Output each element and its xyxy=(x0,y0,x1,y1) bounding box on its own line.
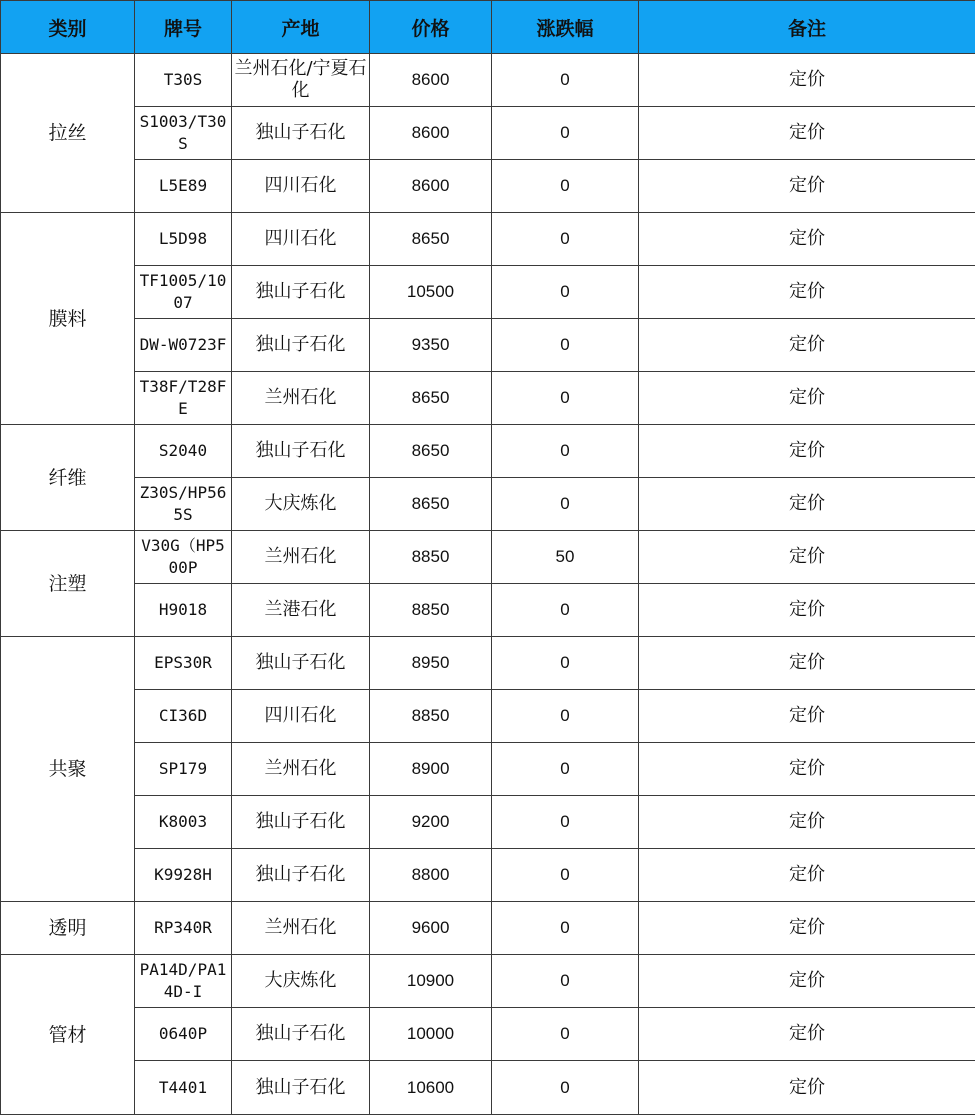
change-cell: 0 xyxy=(492,425,639,478)
origin-cell: 兰州石化 xyxy=(232,531,370,584)
origin-cell: 兰州石化 xyxy=(232,372,370,425)
price-cell: 10600 xyxy=(370,1061,492,1115)
table-row xyxy=(1,637,975,690)
category-cell: 共聚 xyxy=(1,637,135,902)
change-cell: 0 xyxy=(492,1008,639,1061)
table-row xyxy=(1,266,975,319)
price-cell: 8600 xyxy=(370,160,492,213)
note-cell: 定价 xyxy=(639,531,975,584)
note-cell: 定价 xyxy=(639,478,975,531)
table-row xyxy=(1,425,975,478)
brand-cell: TF1005/1007 xyxy=(135,266,232,319)
header-brand: 牌号 xyxy=(135,1,232,54)
note-cell: 定价 xyxy=(639,1008,975,1061)
header-price: 价格 xyxy=(370,1,492,54)
change-cell: 0 xyxy=(492,319,639,372)
brand-cell: S2040 xyxy=(135,425,232,478)
note-cell: 定价 xyxy=(639,372,975,425)
table-row xyxy=(1,319,975,372)
brand-cell: K9928H xyxy=(135,849,232,902)
brand-cell: V30G（HP500P xyxy=(135,531,232,584)
brand-cell: Z30S/HP565S xyxy=(135,478,232,531)
brand-cell: H9018 xyxy=(135,584,232,637)
table-row xyxy=(1,1008,975,1061)
header-row xyxy=(1,1,975,54)
header-note: 备注 xyxy=(639,1,975,54)
origin-cell: 独山子石化 xyxy=(232,266,370,319)
origin-cell: 独山子石化 xyxy=(232,319,370,372)
origin-cell: 四川石化 xyxy=(232,213,370,266)
change-cell: 0 xyxy=(492,213,639,266)
category-cell: 拉丝 xyxy=(1,54,135,213)
note-cell: 定价 xyxy=(639,584,975,637)
price-cell: 10900 xyxy=(370,955,492,1008)
price-cell: 9200 xyxy=(370,796,492,849)
change-cell: 0 xyxy=(492,796,639,849)
table-row xyxy=(1,213,975,266)
header-change: 涨跌幅 xyxy=(492,1,639,54)
origin-cell: 大庆炼化 xyxy=(232,955,370,1008)
origin-cell: 独山子石化 xyxy=(232,1061,370,1115)
origin-cell: 大庆炼化 xyxy=(232,478,370,531)
table-row xyxy=(1,478,975,531)
price-cell: 10000 xyxy=(370,1008,492,1061)
category-cell: 注塑 xyxy=(1,531,135,637)
table-row xyxy=(1,902,975,955)
origin-cell: 独山子石化 xyxy=(232,796,370,849)
brand-cell: CI36D xyxy=(135,690,232,743)
price-cell: 9350 xyxy=(370,319,492,372)
note-cell: 定价 xyxy=(639,955,975,1008)
brand-cell: L5E89 xyxy=(135,160,232,213)
note-cell: 定价 xyxy=(639,54,975,107)
price-cell: 8650 xyxy=(370,425,492,478)
change-cell: 0 xyxy=(492,372,639,425)
table-row xyxy=(1,849,975,902)
brand-cell: T30S xyxy=(135,54,232,107)
origin-cell: 兰州石化 xyxy=(232,743,370,796)
note-cell: 定价 xyxy=(639,849,975,902)
category-cell: 管材 xyxy=(1,955,135,1115)
note-cell: 定价 xyxy=(639,637,975,690)
origin-cell: 独山子石化 xyxy=(232,849,370,902)
brand-cell: T4401 xyxy=(135,1061,232,1115)
price-cell: 8850 xyxy=(370,690,492,743)
price-cell: 8650 xyxy=(370,213,492,266)
table-row xyxy=(1,160,975,213)
table-row xyxy=(1,531,975,584)
change-cell: 0 xyxy=(492,107,639,160)
change-cell: 0 xyxy=(492,690,639,743)
origin-cell: 四川石化 xyxy=(232,160,370,213)
table-row xyxy=(1,54,975,107)
table-row xyxy=(1,743,975,796)
change-cell: 0 xyxy=(492,478,639,531)
change-cell: 50 xyxy=(492,531,639,584)
origin-cell: 兰港石化 xyxy=(232,584,370,637)
change-cell: 0 xyxy=(492,266,639,319)
table-row xyxy=(1,372,975,425)
brand-cell: PA14D/PA14D-I xyxy=(135,955,232,1008)
category-cell: 膜料 xyxy=(1,213,135,425)
table-row xyxy=(1,1061,975,1115)
note-cell: 定价 xyxy=(639,743,975,796)
header-category: 类别 xyxy=(1,1,135,54)
price-cell: 8800 xyxy=(370,849,492,902)
origin-cell: 独山子石化 xyxy=(232,1008,370,1061)
brand-cell: 0640P xyxy=(135,1008,232,1061)
note-cell: 定价 xyxy=(639,319,975,372)
price-cell: 8650 xyxy=(370,372,492,425)
change-cell: 0 xyxy=(492,902,639,955)
origin-cell: 兰州石化 xyxy=(232,902,370,955)
change-cell: 0 xyxy=(492,955,639,1008)
note-cell: 定价 xyxy=(639,425,975,478)
price-cell: 8850 xyxy=(370,531,492,584)
origin-cell: 四川石化 xyxy=(232,690,370,743)
price-cell: 8650 xyxy=(370,478,492,531)
price-cell: 9600 xyxy=(370,902,492,955)
change-cell: 0 xyxy=(492,54,639,107)
table-row xyxy=(1,690,975,743)
origin-cell: 独山子石化 xyxy=(232,425,370,478)
category-cell: 纤维 xyxy=(1,425,135,531)
brand-cell: L5D98 xyxy=(135,213,232,266)
note-cell: 定价 xyxy=(639,902,975,955)
category-cell: 透明 xyxy=(1,902,135,955)
header-origin: 产地 xyxy=(232,1,370,54)
note-cell: 定价 xyxy=(639,266,975,319)
table-row xyxy=(1,107,975,160)
price-cell: 8600 xyxy=(370,107,492,160)
price-cell: 8850 xyxy=(370,584,492,637)
note-cell: 定价 xyxy=(639,107,975,160)
brand-cell: SP179 xyxy=(135,743,232,796)
price-cell: 10500 xyxy=(370,266,492,319)
origin-cell: 独山子石化 xyxy=(232,107,370,160)
price-cell: 8900 xyxy=(370,743,492,796)
change-cell: 0 xyxy=(492,584,639,637)
brand-cell: S1003/T30S xyxy=(135,107,232,160)
brand-cell: K8003 xyxy=(135,796,232,849)
change-cell: 0 xyxy=(492,1061,639,1115)
change-cell: 0 xyxy=(492,849,639,902)
change-cell: 0 xyxy=(492,160,639,213)
origin-cell: 兰州石化/宁夏石化 xyxy=(232,54,370,107)
note-cell: 定价 xyxy=(639,690,975,743)
change-cell: 0 xyxy=(492,743,639,796)
table-header xyxy=(1,1,975,54)
note-cell: 定价 xyxy=(639,1061,975,1115)
table-row xyxy=(1,796,975,849)
price-cell: 8950 xyxy=(370,637,492,690)
brand-cell: DW-W0723F xyxy=(135,319,232,372)
brand-cell: EPS30R xyxy=(135,637,232,690)
brand-cell: RP340R xyxy=(135,902,232,955)
price-cell: 8600 xyxy=(370,54,492,107)
note-cell: 定价 xyxy=(639,160,975,213)
note-cell: 定价 xyxy=(639,796,975,849)
table-row xyxy=(1,584,975,637)
table-body xyxy=(1,54,975,1115)
origin-cell: 独山子石化 xyxy=(232,637,370,690)
change-cell: 0 xyxy=(492,637,639,690)
note-cell: 定价 xyxy=(639,213,975,266)
table-row xyxy=(1,955,975,1008)
brand-cell: T38F/T28FE xyxy=(135,372,232,425)
